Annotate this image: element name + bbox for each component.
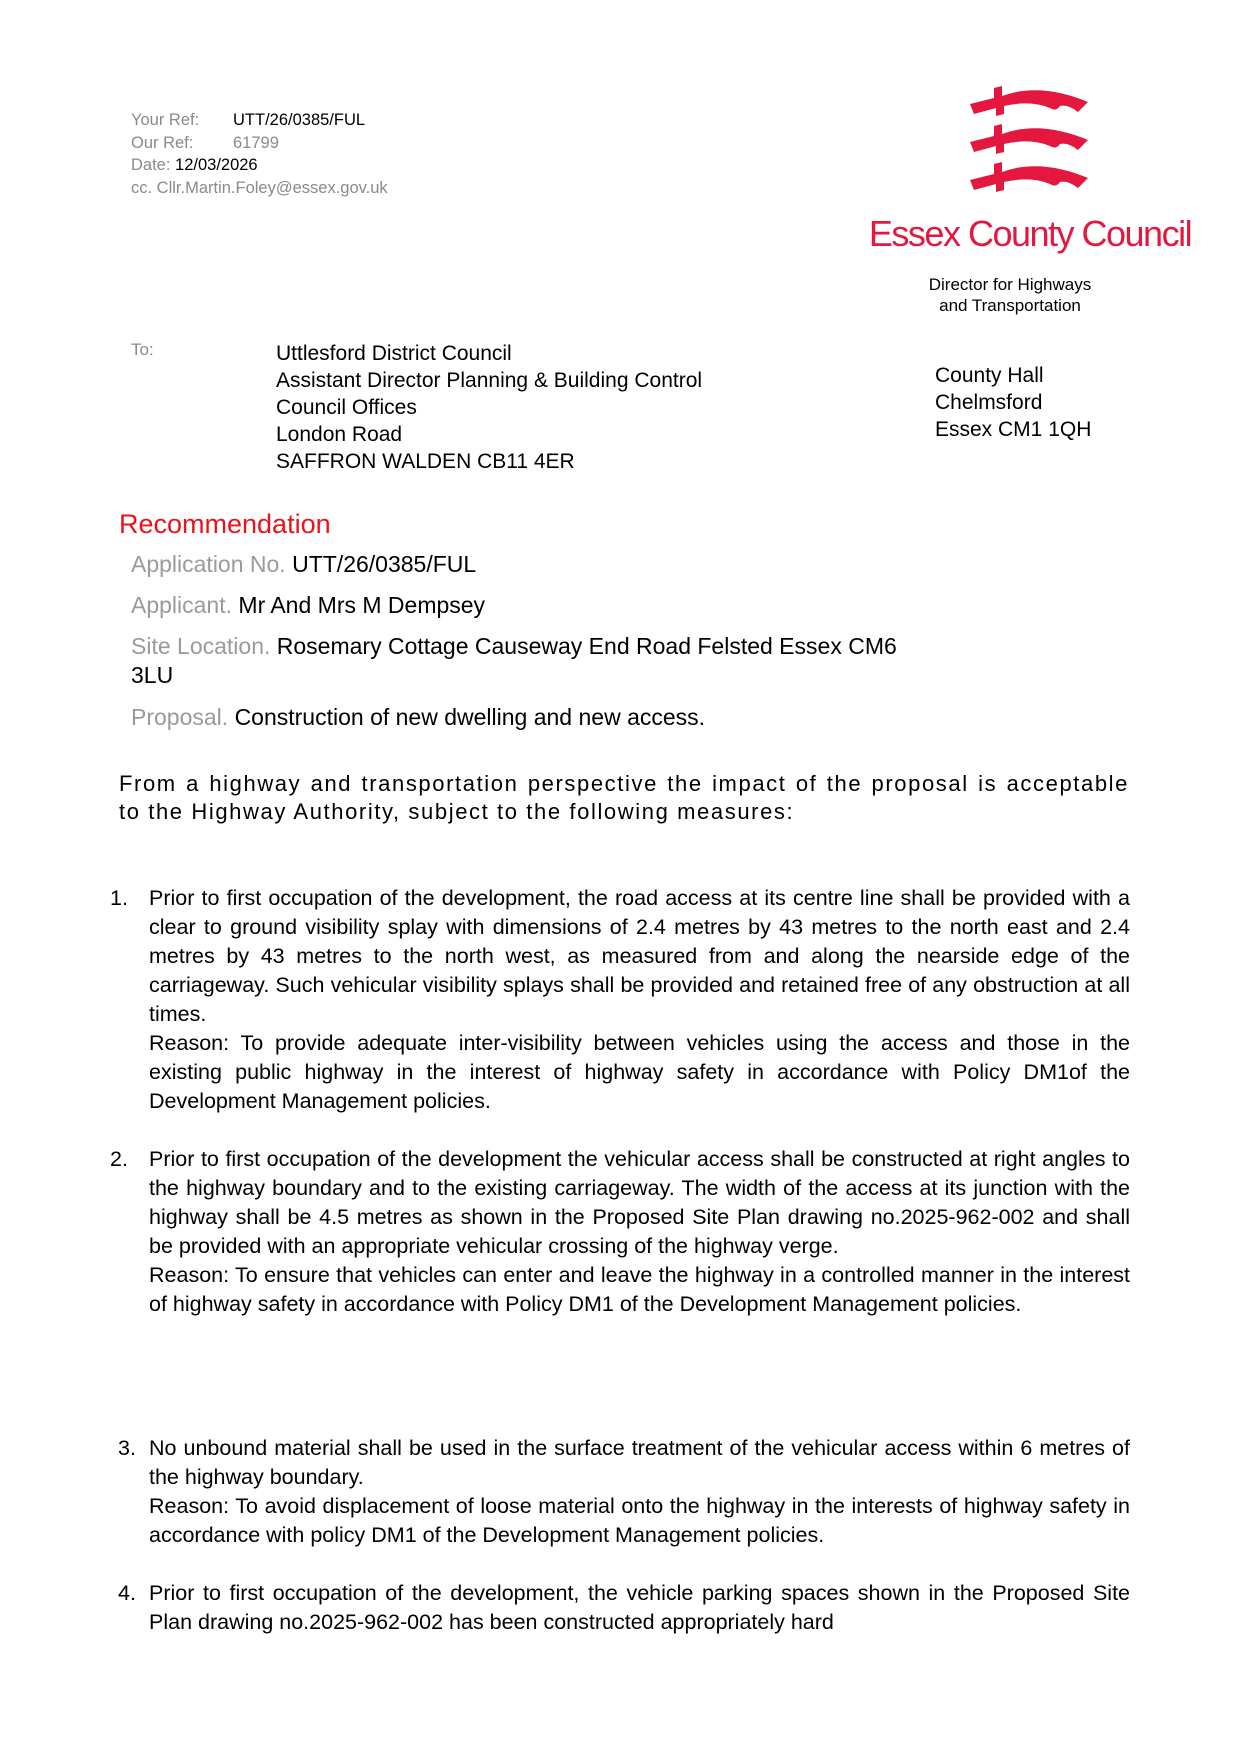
condition-text: Prior to first occupation of the development the vehicular access shall be constructed at right angles to the highway boundary and to the existing carriageway. The width of the access at its junction with the highway shall be 4.5 metres as shown in the Proposed Site Plan drawing no.2025-962-002 and shall be provided with an appropriate vehicular crossing of the highway verge.: [149, 1147, 1130, 1258]
address-line: SAFFRON WALDEN CB11 4ER: [276, 450, 575, 473]
proposal-field: [131, 703, 705, 732]
field-value: Construction of new dwelling and new access.: [234, 704, 706, 730]
our-ref: 61799: [233, 133, 279, 152]
condition-number: 4.: [118, 1581, 136, 1605]
field-value: Rosemary Cottage Causeway End Road Felsted Essex CM6: [276, 633, 897, 659]
condition-item: [110, 1145, 1130, 1319]
our-ref-label: Our Ref:: [131, 133, 194, 152]
field-value: 3LU: [131, 662, 174, 688]
address-line: Assistant Director Planning & Building Control: [276, 369, 703, 392]
to-label: To:: [131, 340, 154, 359]
field-label: Site Location.: [131, 633, 271, 659]
applicant-field: [131, 591, 485, 620]
condition-text: No unbound material shall be used in the surface treatment of the vehicular access within 6 metres of the highway boundary.: [149, 1436, 1130, 1489]
site-location-field: [131, 632, 897, 690]
condition-item: [118, 1434, 1130, 1550]
director-line: Director for Highways: [928, 275, 1092, 294]
field-label: Application No.: [131, 551, 286, 577]
address-line: Council Offices: [276, 396, 417, 419]
condition-text: Prior to first occupation of the development, the road access at its centre line shall be provided with a clear to ground visibility splay with dimensions of 2.4 metres by 43 metres to the north east and 2.4 metres by 43 metres to the north west, as measured from and along the nearside edge of the carriageway. Such vehicular visibility splays shall be provided and retained free of any obstruction at all times.: [149, 886, 1130, 1026]
recommendation-heading: Recommendation: [119, 509, 331, 539]
application-field: [131, 550, 476, 579]
address-line: London Road: [276, 423, 403, 446]
recipient-address: [276, 340, 702, 475]
essex-county-council-logo: [860, 82, 1200, 255]
condition-number: 3.: [118, 1436, 136, 1460]
condition-number: 2.: [110, 1147, 128, 1171]
address-line: Essex CM1 1QH: [935, 418, 1092, 441]
sender-address: [935, 362, 1091, 443]
intro-paragraph: From a highway and transportation perspective the impact of the proposal is acceptable to the Highway Authority, subject to the following measures:: [119, 771, 1129, 824]
reference-block: [131, 109, 388, 199]
condition-text: Prior to first occupation of the development, the vehicle parking spaces shown in the Proposed Site Plan drawing no.2025-962-002 has been constructed appropriately hard: [149, 1581, 1130, 1634]
seaxes-icon: [960, 82, 1100, 204]
condition-item: [110, 884, 1130, 1116]
director-title: [880, 274, 1140, 316]
director-line: and Transportation: [939, 296, 1081, 315]
condition-reason: Reason: To avoid displacement of loose material onto the highway in the interests of highway safety in accordance with policy DM1 of the Development Management policies.: [149, 1494, 1130, 1547]
field-value: Mr And Mrs M Dempsey: [238, 592, 486, 618]
condition-reason: Reason: To ensure that vehicles can enter and leave the highway in a controlled manner in the interest of highway safety in accordance with Policy DM1 of the Development Management policies.: [149, 1263, 1130, 1316]
address-line: Chelmsford: [935, 391, 1043, 414]
field-label: Applicant.: [131, 592, 233, 618]
logo-text: Essex County Council: [868, 213, 1192, 254]
condition-reason: Reason: To provide adequate inter-visibility between vehicles using the access and those in the existing public highway in the interest of highway safety in accordance with Policy DM1of the Development Management policies.: [149, 1031, 1130, 1113]
date-label: Date:: [131, 156, 171, 174]
address-line: County Hall: [935, 364, 1044, 387]
your-ref-label: Your Ref:: [131, 111, 200, 129]
condition-item: [118, 1579, 1130, 1637]
condition-number: 1.: [110, 886, 128, 910]
address-line: Uttlesford District Council: [276, 342, 512, 365]
date: 12/03/2026: [175, 156, 258, 174]
field-label: Proposal.: [131, 704, 229, 730]
cc-line: cc. Cllr.Martin.Foley@essex.gov.uk: [131, 178, 388, 197]
your-ref: UTT/26/0385/FUL: [233, 111, 366, 129]
field-value: UTT/26/0385/FUL: [292, 551, 477, 577]
